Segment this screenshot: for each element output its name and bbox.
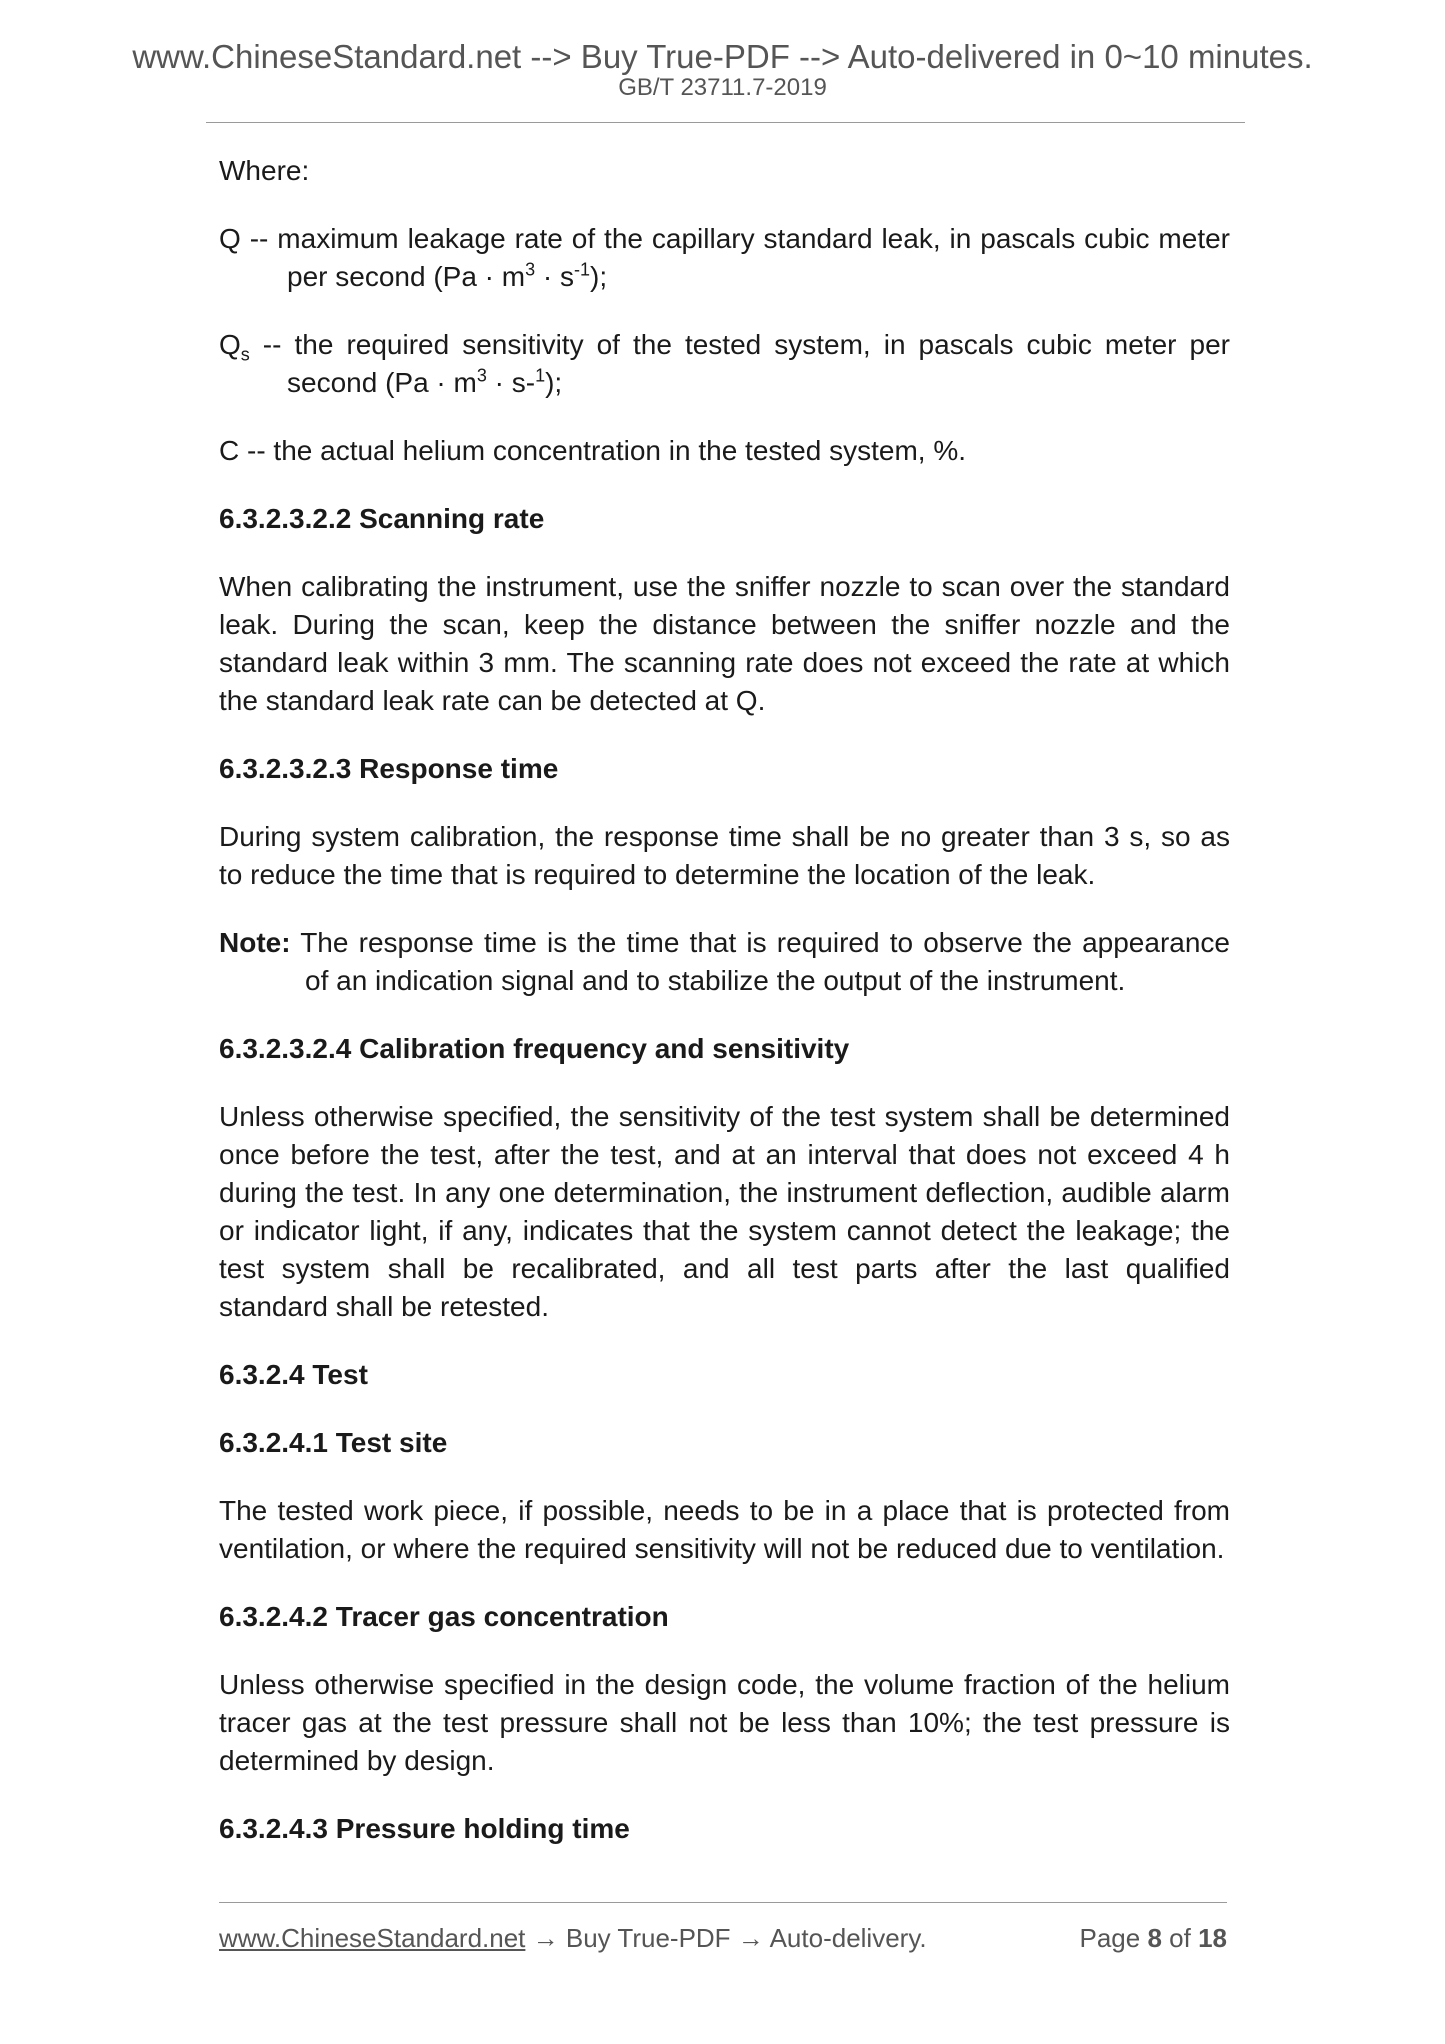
paragraph-test-site: The tested work piece, if possible, needs to be in a place that is protected from ventilation, or where the required sensitivity will not be reduced due to ventilation.: [219, 1495, 1230, 1564]
def-qs-text-end: );: [545, 367, 563, 398]
heading-test-site: 6.3.2.4.1 Test site: [219, 1427, 448, 1458]
footer-arrow-2: →: [730, 1923, 770, 1953]
heading-response-time: 6.3.2.3.2.3 Response time: [219, 753, 559, 784]
header-divider: [206, 122, 1245, 123]
page-indicator: [1079, 1920, 1227, 1956]
def-q-sup1: 3: [525, 259, 536, 280]
def-qs-sup2: 1: [535, 365, 546, 386]
def-q-symbol: Q: [219, 223, 241, 254]
definition-qs: [219, 326, 1230, 402]
paragraph-tracer-gas: Unless otherwise specified in the design code, the volume fraction of the helium tracer gas at the test pressure shall not be less than 10%; the test pressure is determined by design.: [219, 1669, 1230, 1776]
standard-code: GB/T 23711.7-2019: [618, 74, 827, 101]
page-content: [219, 152, 1230, 1848]
footer-buy-text: Buy True-PDF: [565, 1923, 731, 1953]
note-label: Note:: [219, 927, 291, 958]
paragraph-response-time: During system calibration, the response time shall be no greater than 3 s, so as to reduce the time that is required to determine the location of the leak.: [219, 821, 1230, 890]
footer-delivery-text: Auto-delivery.: [769, 1923, 927, 1953]
heading-test: 6.3.2.4 Test: [219, 1359, 368, 1390]
footer-arrow-1: →: [525, 1923, 566, 1953]
heading-scanning-rate: 6.3.2.3.2.2 Scanning rate: [219, 503, 545, 534]
footer-divider: [219, 1902, 1227, 1903]
def-qs-text-mid: · s-: [486, 367, 536, 398]
def-qs-sup1: 3: [476, 365, 487, 386]
note-text: The response time is the time that is required to observe the appearance of an indication signal and to stabilize the output of the instrument.: [290, 927, 1230, 996]
page-number: 8: [1147, 1923, 1162, 1953]
def-q-text-end: );: [590, 261, 608, 292]
def-qs-text: -- the required sensitivity of the tested system, in pascals cubic meter per second (Pa · m: [249, 329, 1230, 398]
def-qs-symbol: Q: [219, 329, 241, 360]
total-pages: 18: [1198, 1923, 1227, 1953]
page-label: Page: [1079, 1923, 1141, 1953]
heading-pressure-holding: 6.3.2.4.3 Pressure holding time: [219, 1813, 630, 1844]
note-response-time: [219, 924, 1230, 1000]
site-banner: www.ChineseStandard.net --> Buy True-PDF --> Auto-delivered in 0~10 minutes.: [132, 38, 1313, 75]
definition-c: C -- the actual helium concentration in the tested system, %.: [219, 435, 967, 466]
paragraph-calibration: Unless otherwise specified, the sensitivity of the test system shall be determined once before the test, after the test, and at an interval that does not exceed 4 h during the test. In any one determination, the instrument deflection, audible alarm or indicator light, if any, indicates that the system cannot detect the leakage; the test system shall be recalibrated, and all test parts after the last qualified standard shall be retested.: [219, 1101, 1230, 1322]
def-qs-subscript: s: [240, 344, 250, 365]
of-label: of: [1169, 1923, 1191, 1953]
definition-q: [219, 220, 1230, 296]
heading-calibration: 6.3.2.3.2.4 Calibration frequency and sensitivity: [219, 1033, 850, 1064]
footer-site-link[interactable]: www.ChineseStandard.net: [219, 1923, 526, 1953]
heading-tracer-gas: 6.3.2.4.2 Tracer gas concentration: [219, 1601, 669, 1632]
def-q-text: -- maximum leakage rate of the capillary standard leak, in pascals cubic meter per second (Pa · m: [240, 223, 1230, 292]
page-footer: [219, 1920, 1227, 1956]
def-q-sup2: -1: [574, 259, 591, 280]
where-label: Where:: [219, 155, 310, 186]
footer-promo: [219, 1920, 927, 1956]
def-q-text-mid: · s: [535, 261, 575, 292]
paragraph-scanning-rate: When calibrating the instrument, use the sniffer nozzle to scan over the standard leak. During the scan, keep the distance between the sniffer nozzle and the standard leak within 3 mm. The scanning rate does not exceed the rate at which the standard leak rate can be detected at Q.: [219, 571, 1230, 716]
